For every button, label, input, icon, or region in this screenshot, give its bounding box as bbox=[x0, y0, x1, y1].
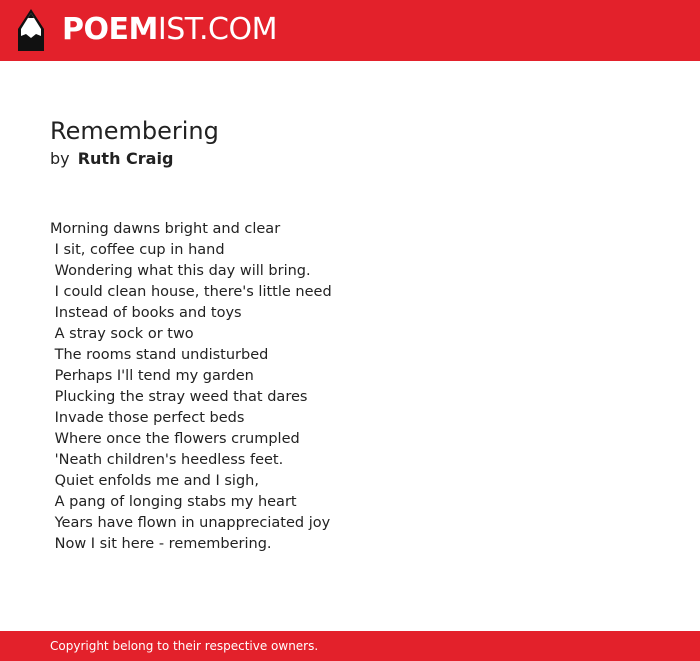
poem-line: A stray sock or two bbox=[50, 326, 194, 342]
poem-line: I could clean house, there's little need bbox=[50, 284, 332, 300]
poem-line: Years have flown in unappreciated joy bbox=[50, 515, 331, 531]
site-header bbox=[0, 0, 700, 61]
copyright-text: Copyright belong to their respective owners. bbox=[50, 639, 319, 653]
poem-line: Invade those perfect beds bbox=[50, 410, 245, 426]
poem-line: Quiet enfolds me and I sigh, bbox=[50, 473, 259, 489]
by-label: by bbox=[50, 149, 70, 168]
pencil-tip-icon[interactable] bbox=[18, 9, 44, 51]
poem-line: Where once the flowers crumpled bbox=[50, 431, 300, 447]
poem-line: Instead of books and toys bbox=[50, 305, 242, 321]
author-name[interactable]: Ruth Craig bbox=[77, 149, 174, 168]
poem-line: Perhaps I'll tend my garden bbox=[50, 368, 254, 384]
poem-line: Morning dawns bright and clear bbox=[50, 221, 281, 237]
poem-line: The rooms stand undisturbed bbox=[50, 347, 269, 363]
poem-line: I sit, coffee cup in hand bbox=[50, 242, 225, 258]
brand-light-text: IST.COM bbox=[157, 12, 277, 47]
poem-body bbox=[50, 219, 650, 555]
site-logo-link[interactable] bbox=[62, 12, 277, 48]
site-footer bbox=[0, 631, 700, 661]
poem-line: Plucking the stray weed that dares bbox=[50, 389, 308, 405]
poem-title: Remembering bbox=[50, 117, 219, 145]
poem-line: Now I sit here - remembering. bbox=[50, 536, 272, 552]
poem-line: A pang of longing stabs my heart bbox=[50, 494, 297, 510]
poem-line: Wondering what this day will bring. bbox=[50, 263, 311, 279]
byline bbox=[50, 148, 173, 170]
brand-bold-text: POEM bbox=[62, 12, 158, 47]
poem-line: 'Neath children's heedless feet. bbox=[50, 452, 284, 468]
